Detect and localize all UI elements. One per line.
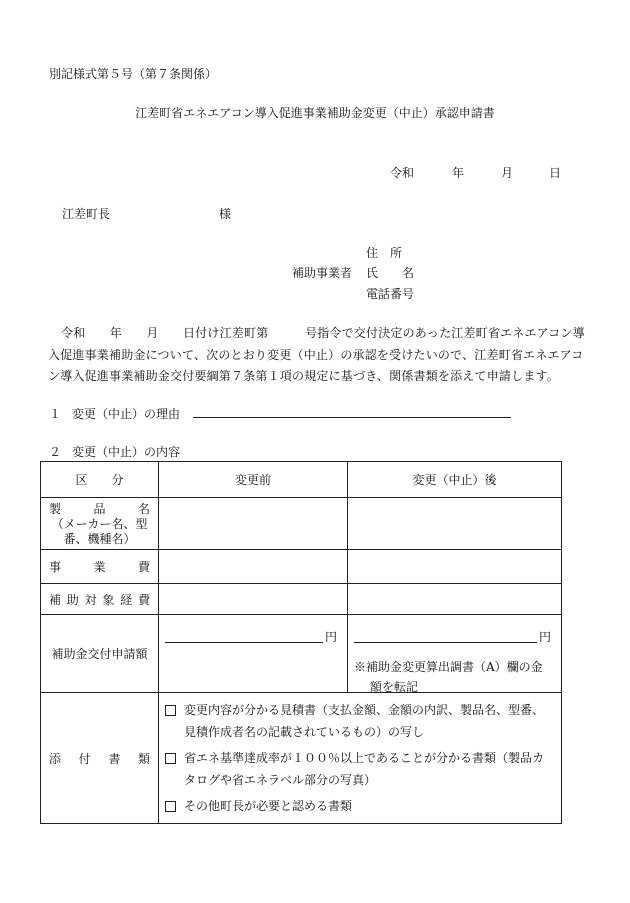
attachments-list — [159, 693, 562, 824]
project-cost-before-cell[interactable] — [159, 550, 348, 584]
applicant-role: 補助事業者 — [292, 266, 353, 280]
document-title: 江差町省エネエアコン導入促進事業補助金変更（中止）承認申請書 — [135, 106, 495, 120]
attachment-text: 変更内容が分かる見積書（支払金額、金額の内訳、製品名、型番、見積作成者名の記載されているもの）の写し — [184, 703, 545, 739]
section-2-number: ２ — [49, 445, 62, 459]
table-row-attachments — [41, 693, 562, 824]
checkbox[interactable] — [165, 801, 176, 812]
reason-underline[interactable] — [193, 417, 511, 418]
header-after: 変更（中止）後 — [348, 462, 562, 498]
grant-amount-label: 補助金交付申請額 — [41, 615, 159, 693]
section-1-number: １ — [49, 407, 62, 421]
date-day: 日 — [549, 166, 562, 180]
form-number: 別記様式第５号（第７条関係） — [49, 67, 218, 81]
attachments-label: 添 付 書 類 — [41, 693, 159, 824]
date-month: 月 — [501, 166, 514, 180]
amount-before-line — [165, 630, 337, 643]
checkbox[interactable] — [165, 753, 176, 764]
change-content-table — [40, 461, 562, 824]
addressee-honorific: 様 — [219, 207, 232, 221]
eligible-cost-after-cell[interactable] — [348, 584, 562, 615]
project-cost-label: 事 業 費 — [41, 550, 159, 584]
table-row-grant-amount — [41, 615, 562, 693]
header-category: 区 分 — [41, 462, 159, 498]
product-label-cell — [41, 498, 159, 550]
attachment-text: 省エネ基準達成率が１００％以上であることが分かる書類（製品カタログや省エネラベル部分の写真） — [184, 751, 545, 787]
applicant-name-label: 氏 名 — [366, 266, 415, 280]
table-row-product — [41, 498, 562, 550]
section-1-label: 変更（中止）の理由 — [72, 407, 181, 421]
amount-after-line — [354, 630, 551, 643]
applicant-address-label: 住 所 — [366, 246, 403, 260]
eligible-cost-before-cell[interactable] — [159, 584, 348, 615]
attachment-item — [159, 747, 561, 791]
table-row-eligible-cost — [41, 584, 562, 615]
yen-unit-after: 円 — [538, 629, 551, 644]
note-line-1: ※補助金変更算出調書（A）欄の金 — [354, 659, 543, 674]
table-row-project-cost — [41, 550, 562, 584]
product-before-cell[interactable] — [159, 498, 348, 550]
attachment-item — [159, 699, 561, 743]
product-after-cell[interactable] — [348, 498, 562, 550]
attachment-item — [159, 795, 561, 817]
section-2-label: 変更（中止）の内容 — [72, 445, 181, 459]
addressee-name: 江差町長 — [62, 207, 111, 221]
grant-amount-before-cell[interactable] — [159, 615, 348, 693]
date-year: 年 — [452, 166, 465, 180]
grant-amount-note — [354, 657, 543, 697]
applicant-phone-label: 電話番号 — [366, 287, 415, 301]
note-line-2: 額を転記 — [370, 679, 419, 694]
body-paragraph: 令和 年 月 日付け江差町第 号指令で交付決定のあった江差町省エネエアコン導入促進事業補助金について、次のとおり変更（中止）の承認を受けたいので、江差町省エネエアコン導入促進事業補助金交付要綱第７条第１項の規定に基づき、関係書類を添えて申請します。 — [48, 326, 585, 383]
project-cost-after-cell[interactable] — [348, 550, 562, 584]
grant-amount-after-cell[interactable] — [348, 615, 562, 693]
yen-unit-before: 円 — [324, 629, 337, 644]
attachment-text: その他町長が必要と認める書類 — [184, 799, 353, 813]
table-header-row — [41, 462, 562, 498]
product-label: 製 品 名 — [49, 502, 150, 516]
checkbox[interactable] — [165, 705, 176, 716]
date-era: 令和 — [390, 166, 415, 180]
header-before: 変更前 — [159, 462, 348, 498]
eligible-cost-label: 補 助 対 象 経 費 — [41, 584, 159, 615]
product-sublabel: （メーカー名、型番、機種名） — [51, 517, 148, 546]
